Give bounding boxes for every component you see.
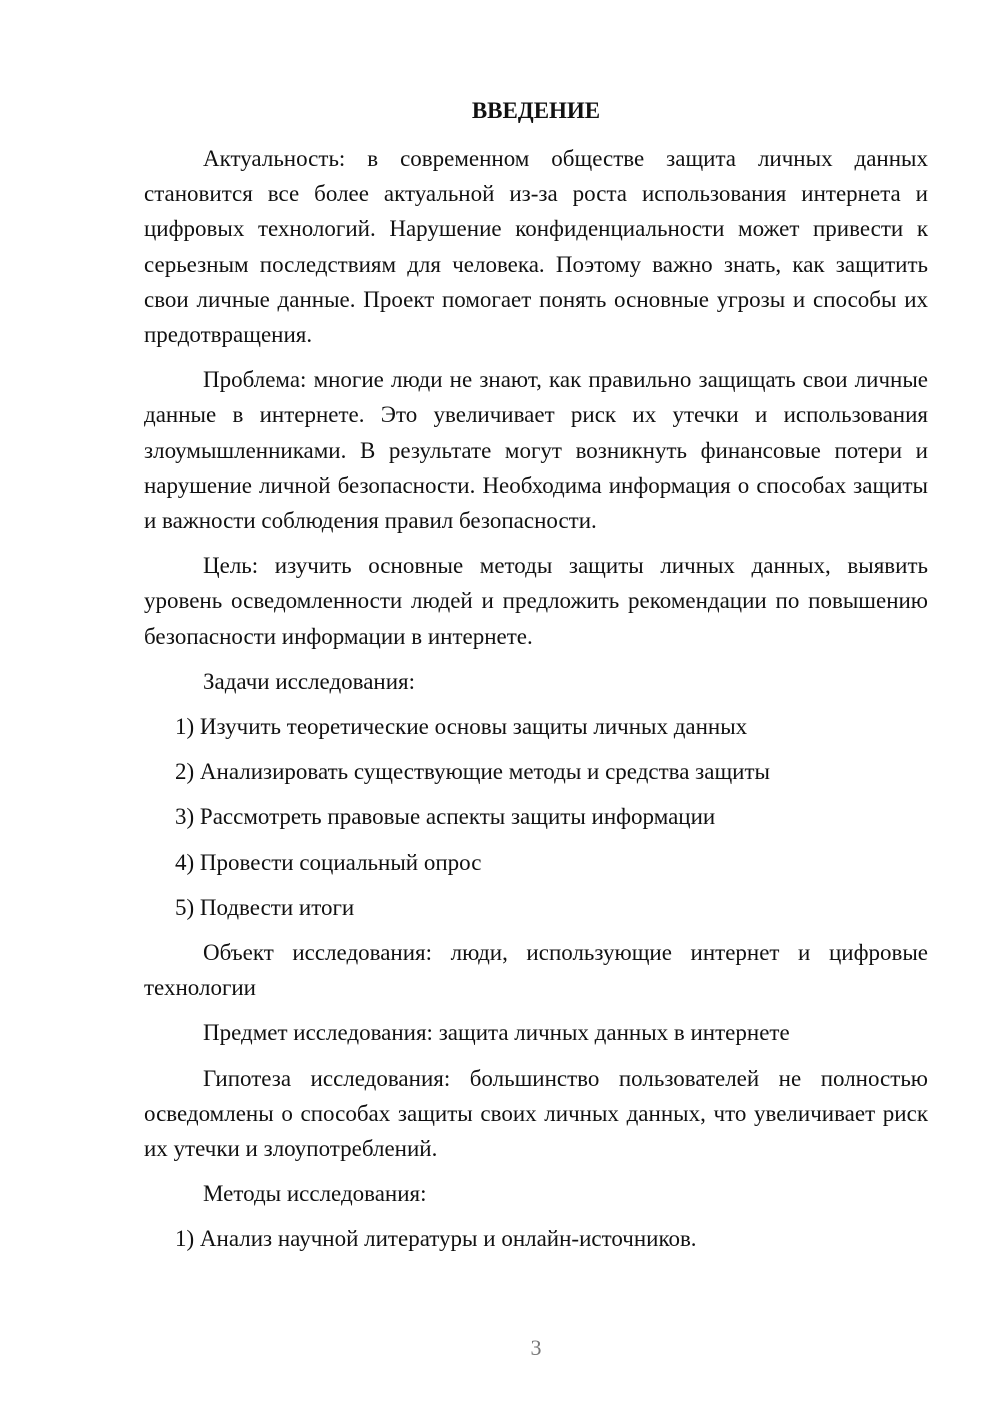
task-item-5: 5) Подвести итоги <box>175 894 355 920</box>
task-item-4: 4) Провести социальный опрос <box>175 849 482 875</box>
task-item-2: 2) Анализировать существующие методы и средства защиты <box>175 759 770 785</box>
section-heading: ВВЕДЕНИЕ <box>471 98 601 123</box>
method-item-1: 1) Анализ научной литературы и онлайн-источников. <box>175 1226 697 1252</box>
page-body <box>144 141 928 1267</box>
hypothesis-paragraph: Гипотеза исследования: большинство пользователей не полностью осведомлены о способах защиты своих личных данных, что увеличивает риск их утечки и злоупотреблений. <box>144 1065 928 1162</box>
tasks-title: Задачи исследования: <box>203 668 416 694</box>
problem-paragraph: Проблема: многие люди не знают, как правильно защищать свои личные данные в интернете. Это увеличивает риск их утечки и использования злоумышленниками. В результате могут возникнуть финансовые потери и нарушение личной безопасности. Необходима информация о способах защиты и важности соблюдения правил безопасности. <box>144 367 928 534</box>
task-item-1: 1) Изучить теоретические основы защиты личных данных <box>175 714 748 740</box>
task-item-3: 3) Рассмотреть правовые аспекты защиты информации <box>175 804 716 830</box>
methods-title: Методы исследования: <box>203 1181 427 1207</box>
page-number: 3 <box>530 1335 542 1360</box>
goal-paragraph: Цель: изучить основные методы защиты личных данных, выявить уровень осведомленности людей и предложить рекомендации по повышению безопасности информации в интернете. <box>144 553 928 649</box>
subject-paragraph: Предмет исследования: защита личных данных в интернете <box>203 1020 790 1046</box>
object-paragraph: Объект исследования: люди, использующие интернет и цифровые технологии <box>144 940 928 1001</box>
relevance-paragraph: Актуальность: в современном обществе защита личных данных становится все более актуальной из-за роста использования интернета и цифровых технологий. Нарушение конфиденциальности может привести к серьезным последствиям для человека. Поэтому важно знать, как защитить свои личные данные. Проект помогает понять основные угрозы и способы их предотвращения. <box>144 146 928 348</box>
